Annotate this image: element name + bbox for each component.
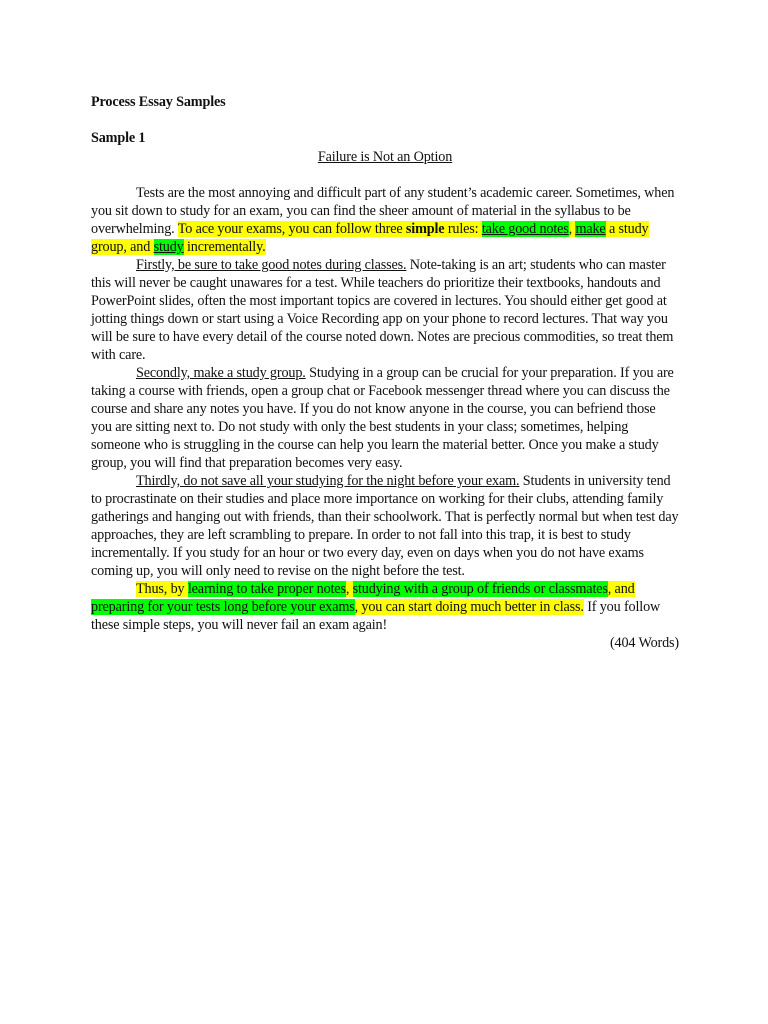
rule-three-rest: incrementally.	[183, 239, 266, 255]
intro-lead: Tests are the most annoying and difficult part of any student’s academic career. Sometimes, when you sit down to study for an exam, you can find the sheer amount of material in the syllabus to be overwhelming.	[91, 185, 675, 237]
paragraph-body: Studying in a group can be crucial for your preparation. If you are taking a course with friends, open a group chat or Facebook messenger thread where you can discuss the course and share any notes you have. If you do not know anyone in the course, you can befriend those you are sitting next to. Do not study with only the best students in your class; sometimes, helping someone who is struggling in the course can help you learn the material better. Once you make a study group, you will find that preparation becomes very easy.	[91, 365, 674, 471]
rule-one: take good notes	[481, 221, 569, 237]
blank-line	[91, 166, 679, 184]
intro-thesis-b: rules:	[444, 221, 482, 237]
summary-separator: , and	[607, 581, 635, 597]
document-heading: Process Essay Samples	[91, 94, 226, 110]
conclusion-lead: Thus, by	[136, 581, 188, 597]
topic-sentence: Secondly, make a study group.	[136, 365, 306, 381]
paragraph-body: Students in university tend to procrastinate on their studies and place more importance on working for their clubs, attending family gatherings and hanging out with friends, than their schoolwork. That is perfectly normal but when test day approaches, they are left scrambling to prepare. In order to not fall into this trap, it is best to study incrementally. If you study for an hour or two every day, even on days when you do not have exams coming up, you will only need to revise on the night before the test.	[91, 473, 679, 579]
paragraph-body: Note-taking is an art; students who can master this will never be caught unawares for a test. While teachers do prioritize their textbooks, handouts and PowerPoint slides, often the most important topics are covered in lectures. You should either get good at jotting things down or start using a Voice Recording app on your phone to record lectures. That way you will be sure to have every detail of the course noted down. Notes are precious commodities, so treat them with care.	[91, 257, 674, 363]
topic-sentence: Firstly, be sure to take good notes during classes.	[136, 257, 407, 273]
topic-sentence: Thirdly, do not save all your studying for the night before your exam.	[136, 473, 520, 489]
sample-label: Sample 1	[91, 130, 146, 146]
paragraph-second	[91, 364, 679, 472]
paragraph-third	[91, 472, 679, 580]
rule-three: study	[153, 239, 184, 255]
summary-point-three: preparing for your tests long before your exams	[91, 599, 355, 615]
intro-thesis-a: To ace your exams, you can follow three	[177, 221, 406, 237]
paragraph-intro	[91, 184, 679, 256]
rule-two-rest: a study group	[91, 221, 649, 255]
paragraph-conclusion	[91, 580, 679, 634]
conclusion-claim: , you can start doing much better in class.	[354, 599, 584, 615]
summary-separator: ,	[345, 581, 353, 597]
conclusion-tail: If you follow these simple steps, you will never fail an exam again!	[91, 599, 661, 633]
thesis-bold-word: simple	[405, 221, 445, 237]
essay-title: Failure is Not an Option	[317, 149, 453, 165]
conclusion-highlight	[91, 581, 635, 615]
summary-point-one: learning to take proper notes	[187, 581, 346, 597]
summary-point-two: studying with a group of friends or classmates	[352, 581, 608, 597]
paragraph-first	[91, 256, 679, 364]
rule-separator: ,	[568, 221, 576, 237]
rule-separator: , and	[123, 239, 154, 255]
word-count: (404 Words)	[609, 635, 679, 651]
document-body	[91, 93, 679, 652]
rule-two: make	[575, 221, 606, 237]
